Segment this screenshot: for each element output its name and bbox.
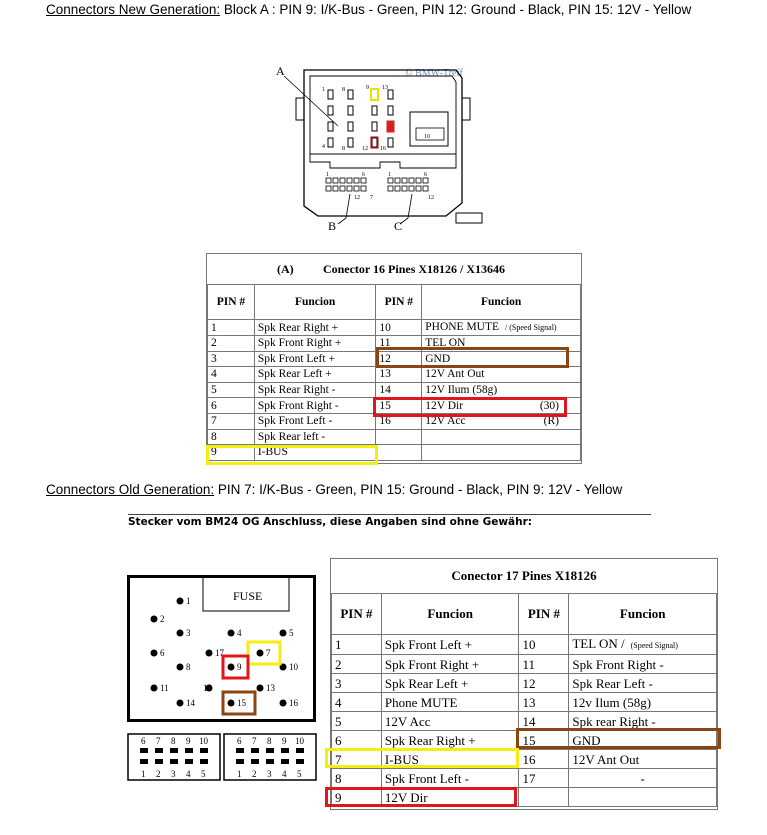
table-b-grid xyxy=(331,593,717,807)
function-right-cell-text: 12V Dir xyxy=(425,399,464,412)
highlight-b-pin15-gnd xyxy=(516,728,721,749)
pin-right-cell-text: 15 xyxy=(379,399,391,412)
pin-right-cell-text: 16 xyxy=(379,415,391,428)
svg-text:13: 13 xyxy=(266,683,275,693)
new-generation-title: Connectors New Generation: xyxy=(46,2,221,17)
svg-text:11: 11 xyxy=(160,683,169,693)
function-left-cell-text: I-BUS xyxy=(384,751,419,767)
pin-left-cell-text: 1 xyxy=(335,637,342,652)
function-right-cell xyxy=(569,635,717,655)
pin-left-cell-text: 4 xyxy=(335,694,342,710)
table-row xyxy=(208,320,581,336)
svg-text:10: 10 xyxy=(295,736,304,746)
header-function-left: Funcion xyxy=(254,285,376,320)
pin-left-cell-text: 2 xyxy=(211,337,217,350)
table-b-body xyxy=(332,635,717,807)
function-note: / (Speed Signal) xyxy=(505,323,557,332)
function-right-cell xyxy=(569,674,717,693)
pin-9-yellow xyxy=(371,89,378,100)
function-right-cell-text: 12V Ant Out xyxy=(425,368,485,381)
function-right-cell-text: TEL ON xyxy=(425,337,466,350)
function-left-cell-text: Spk Front Right + xyxy=(257,337,342,350)
table-row xyxy=(208,429,581,445)
function-left-cell xyxy=(381,769,519,788)
function-left-cell-text: Spk Rear Right + xyxy=(257,321,339,334)
highlight-b-pin7-ibus xyxy=(325,748,519,768)
pin-left-cell-text: 9 xyxy=(335,789,342,805)
pin-left-cell xyxy=(208,413,255,429)
svg-text:6: 6 xyxy=(424,172,427,178)
function-left-cell-text: Spk Front Right + xyxy=(384,656,480,672)
watermark: © BMW-Treff xyxy=(405,68,463,79)
label-a: A xyxy=(276,64,285,78)
svg-text:10: 10 xyxy=(424,134,430,140)
function-right-cell-text: - xyxy=(640,770,645,786)
function-right-cell xyxy=(422,445,581,461)
function-right-cell-text: Spk rear Right - xyxy=(572,713,656,729)
function-note: (R) xyxy=(543,415,559,428)
table-b-title: Conector 17 Pines X18126 xyxy=(331,559,717,594)
function-left-cell xyxy=(381,635,519,655)
function-left-cell-text: 12V Dir xyxy=(384,789,428,805)
svg-text:4: 4 xyxy=(186,769,191,779)
pin-left-cell-text: 3 xyxy=(211,352,217,365)
svg-text:16: 16 xyxy=(289,698,298,708)
pin-right-cell-text: 11 xyxy=(379,337,391,350)
function-right-cell xyxy=(422,320,581,336)
svg-text:6: 6 xyxy=(362,172,365,178)
table-a-title-text: Conector 16 Pines X18126 / X13646 xyxy=(322,261,506,276)
header-pin-right: PIN # xyxy=(519,594,569,635)
svg-text:10: 10 xyxy=(289,662,298,672)
svg-text:15: 15 xyxy=(237,698,246,708)
pin-right-cell-text: 13 xyxy=(379,368,391,381)
function-left-cell-text: Spk Rear Left + xyxy=(257,368,332,381)
pin-left-cell xyxy=(208,320,255,336)
function-right-cell-text: TEL ON / xyxy=(572,636,625,651)
svg-text:9: 9 xyxy=(282,736,287,746)
function-right-cell-text: 12V Acc xyxy=(425,415,466,428)
svg-text:6: 6 xyxy=(237,736,242,746)
svg-text:7: 7 xyxy=(252,736,257,746)
new-generation-detail: Block A : PIN 9: I/K-Bus - Green, PIN 12: Ground - Black, PIN 15: 12V - Yellow xyxy=(220,2,692,17)
pin-left-cell-text: 8 xyxy=(335,770,342,786)
function-right-cell xyxy=(422,429,581,445)
function-left-cell-text: Spk Rear Left + xyxy=(384,675,469,691)
function-left-cell xyxy=(381,693,519,712)
label-c: C xyxy=(394,219,403,233)
svg-text:12: 12 xyxy=(354,195,360,201)
bm24-note: Stecker vom BM24 OG Anschluss, diese Angaben sind ohne Gewähr: xyxy=(128,516,532,528)
function-left-cell xyxy=(254,413,376,429)
function-right-cell-text: GND xyxy=(572,732,601,748)
table-b-header-row xyxy=(332,594,717,635)
svg-text:1: 1 xyxy=(237,769,242,779)
pin-left-cell-text: 2 xyxy=(335,656,342,672)
svg-text:16: 16 xyxy=(380,146,386,152)
svg-text:8: 8 xyxy=(267,736,272,746)
pin-right-cell xyxy=(519,674,569,693)
pin-left-cell-text: 1 xyxy=(211,321,217,334)
header-function-right: Funcion xyxy=(422,285,581,320)
terminal-blocks xyxy=(127,733,317,783)
table-a-label: (A) xyxy=(277,261,294,276)
function-right-cell xyxy=(569,788,717,807)
svg-text:9: 9 xyxy=(237,662,242,672)
pin-right-cell-text: 15 xyxy=(522,732,536,748)
function-right-cell-text: Spk Rear Left - xyxy=(572,675,653,691)
old-generation-heading xyxy=(46,482,622,497)
svg-text:2: 2 xyxy=(252,769,257,779)
label-b: B xyxy=(328,219,337,233)
header-pin-right: PIN # xyxy=(376,285,422,320)
svg-text:6: 6 xyxy=(160,648,165,658)
function-right-cell xyxy=(569,693,717,712)
svg-text:12: 12 xyxy=(428,195,434,201)
function-right-cell xyxy=(422,367,581,383)
pin-right-cell-text: 12 xyxy=(522,675,536,691)
pin-left-cell xyxy=(332,674,382,693)
function-left-cell-text: Phone MUTE xyxy=(384,694,458,710)
pin-left-cell xyxy=(332,731,382,750)
table-row xyxy=(208,382,581,398)
svg-text:7: 7 xyxy=(156,736,161,746)
pin-left-cell xyxy=(332,769,382,788)
highlight-a-pin12-gnd xyxy=(376,347,569,368)
connector-17-pin-table xyxy=(330,558,718,810)
function-left-cell xyxy=(381,731,519,750)
table-a-grid xyxy=(207,284,581,461)
pin-left-cell xyxy=(332,693,382,712)
svg-text:5: 5 xyxy=(297,769,302,779)
svg-text:3: 3 xyxy=(267,769,272,779)
svg-text:1: 1 xyxy=(186,596,191,606)
function-left-cell-text: Spk Front Left - xyxy=(257,415,333,428)
svg-text:14: 14 xyxy=(186,698,195,708)
pin-right-cell xyxy=(519,655,569,674)
header-function-left: Funcion xyxy=(381,594,519,635)
pin-left-cell-text: 9 xyxy=(211,446,217,459)
function-right-cell xyxy=(569,769,717,788)
old-generation-title: Connectors Old Generation: xyxy=(46,482,215,497)
table-row xyxy=(332,693,717,712)
svg-text:3: 3 xyxy=(171,769,176,779)
pin-right-cell-text: 12 xyxy=(379,352,391,365)
function-left-cell-text: Spk Front Left + xyxy=(257,352,335,365)
divider xyxy=(128,514,651,515)
pin-left-cell-text: 8 xyxy=(211,430,217,443)
function-note: (30) xyxy=(539,399,559,412)
connector-a-diagram xyxy=(270,58,490,238)
function-right-cell xyxy=(422,382,581,398)
header-function-right: Funcion xyxy=(569,594,717,635)
function-right-cell xyxy=(569,655,717,674)
pin-right-cell xyxy=(376,320,422,336)
pin-left-cell xyxy=(332,712,382,731)
pin-left-cell-text: 3 xyxy=(335,675,342,691)
function-left-cell xyxy=(381,655,519,674)
function-right-cell-text: 12V Ilum (58g) xyxy=(425,384,498,397)
pin-right-cell-text: 11 xyxy=(522,656,536,672)
pin-right-cell xyxy=(519,635,569,655)
new-generation-heading xyxy=(46,2,691,17)
svg-text:3: 3 xyxy=(186,628,191,638)
svg-text:4: 4 xyxy=(237,628,242,638)
function-left-cell-text: Spk Rear Right - xyxy=(257,384,336,397)
table-a-body xyxy=(208,320,581,461)
header-pin-left: PIN # xyxy=(332,594,382,635)
pin-left-cell-text: 6 xyxy=(335,732,342,748)
pin-right-cell-text: 10 xyxy=(379,321,391,334)
pin-right-cell xyxy=(519,693,569,712)
function-right-cell xyxy=(569,750,717,769)
function-right-cell-text: 12v Ilum (58g) xyxy=(572,694,652,710)
function-left-cell-text: Spk Front Left + xyxy=(384,637,473,652)
pin-grid xyxy=(328,90,393,147)
function-right-cell-text: Spk Front Right - xyxy=(572,656,664,672)
pin-left-cell xyxy=(332,635,382,655)
svg-text:2: 2 xyxy=(156,769,161,779)
pin-left-cell xyxy=(332,655,382,674)
svg-text:12: 12 xyxy=(362,146,368,152)
function-left-cell-text: 12V Acc xyxy=(384,713,431,729)
svg-text:4: 4 xyxy=(322,144,325,150)
pin-7-yellow xyxy=(248,642,280,664)
pin-left-cell xyxy=(208,351,255,367)
pin-right-cell-text: 17 xyxy=(522,770,536,786)
svg-text:8: 8 xyxy=(171,736,176,746)
table-a-title xyxy=(207,254,581,285)
pin-right-cell xyxy=(376,367,422,383)
table-row xyxy=(332,769,717,788)
pin-left-cell xyxy=(208,367,255,383)
pin-right-cell-text: 14 xyxy=(379,384,391,397)
pin-right-cell xyxy=(376,429,422,445)
svg-text:5: 5 xyxy=(289,628,294,638)
table-a-header-row xyxy=(208,285,581,320)
svg-text:4: 4 xyxy=(282,769,287,779)
table-row xyxy=(332,674,717,693)
function-left-cell xyxy=(254,398,376,414)
svg-text:1: 1 xyxy=(388,172,391,178)
pin-right-cell-text: 13 xyxy=(522,694,536,710)
function-left-cell-text: Spk Rear left - xyxy=(257,430,326,443)
highlight-b-pin9-12v xyxy=(325,787,517,807)
table-row xyxy=(208,367,581,383)
pin-left-cell xyxy=(208,382,255,398)
function-left-cell-text: Spk Rear Right + xyxy=(384,732,476,748)
svg-text:17: 17 xyxy=(215,648,224,658)
function-note: (Speed Signal) xyxy=(630,641,678,650)
function-left-cell xyxy=(381,674,519,693)
pin-9-red xyxy=(223,656,248,678)
pin-right-cell xyxy=(376,445,422,461)
function-left-cell xyxy=(254,382,376,398)
svg-text:8: 8 xyxy=(342,146,345,152)
svg-text:7: 7 xyxy=(266,648,271,658)
svg-text:7: 7 xyxy=(370,195,373,201)
pin-right-cell xyxy=(376,382,422,398)
pin-left-cell xyxy=(208,429,255,445)
svg-text:12: 12 xyxy=(203,683,212,693)
fuse-label: FUSE xyxy=(233,589,263,603)
function-right-cell-text: 12V Ant Out xyxy=(572,751,640,767)
table-row xyxy=(332,635,717,655)
pin-right-cell-text: 14 xyxy=(522,713,536,729)
function-left-cell xyxy=(254,367,376,383)
function-left-cell xyxy=(254,320,376,336)
pin-left-cell-text: 7 xyxy=(335,751,342,767)
header-pin-left: PIN # xyxy=(208,285,255,320)
function-left-cell xyxy=(254,351,376,367)
pin-right-cell xyxy=(519,750,569,769)
function-left-cell xyxy=(254,336,376,352)
pin-left-cell xyxy=(208,336,255,352)
svg-text:1: 1 xyxy=(141,769,146,779)
function-right-cell-text: PHONE MUTE xyxy=(425,321,500,333)
svg-text:6: 6 xyxy=(141,736,146,746)
pin-left-cell-text: 5 xyxy=(211,384,217,397)
svg-text:8: 8 xyxy=(342,87,345,93)
svg-text:10: 10 xyxy=(199,736,208,746)
pin-right-cell xyxy=(519,788,569,807)
connector-17-pin-diagram xyxy=(127,575,317,723)
svg-text:13: 13 xyxy=(382,85,388,91)
pin-right-cell xyxy=(519,769,569,788)
pin-left-cell xyxy=(208,398,255,414)
pin-12-red xyxy=(387,121,394,132)
function-left-cell xyxy=(381,712,519,731)
function-left-cell-text: Spk Front Left - xyxy=(384,770,470,786)
svg-text:9: 9 xyxy=(186,736,191,746)
pin-left-cell-text: 4 xyxy=(211,368,217,381)
function-left-cell-text: I-BUS xyxy=(257,446,288,459)
highlight-a-pin9-ibus xyxy=(206,445,378,465)
function-left-cell-text: Spk Front Right - xyxy=(257,399,339,412)
pin-left-cell-text: 7 xyxy=(211,415,217,428)
table-row xyxy=(332,655,717,674)
svg-text:2: 2 xyxy=(160,614,165,624)
pin-left-cell-text: 5 xyxy=(335,713,342,729)
svg-text:1: 1 xyxy=(326,172,329,178)
pin-left-cell-text: 6 xyxy=(211,399,217,412)
svg-text:1: 1 xyxy=(322,87,325,93)
svg-text:8: 8 xyxy=(186,662,191,672)
function-left-cell xyxy=(254,429,376,445)
pin-right-cell-text: 10 xyxy=(522,637,536,652)
svg-text:5: 5 xyxy=(201,769,206,779)
highlight-a-pin15-12v xyxy=(373,397,567,417)
old-generation-detail: PIN 7: I/K-Bus - Green, PIN 15: Ground - Black, PIN 9: 12V - Yellow xyxy=(214,482,623,497)
pin-right-cell-text: 16 xyxy=(522,751,536,767)
svg-text:9: 9 xyxy=(366,85,369,91)
function-right-cell-text: GND xyxy=(425,352,451,365)
